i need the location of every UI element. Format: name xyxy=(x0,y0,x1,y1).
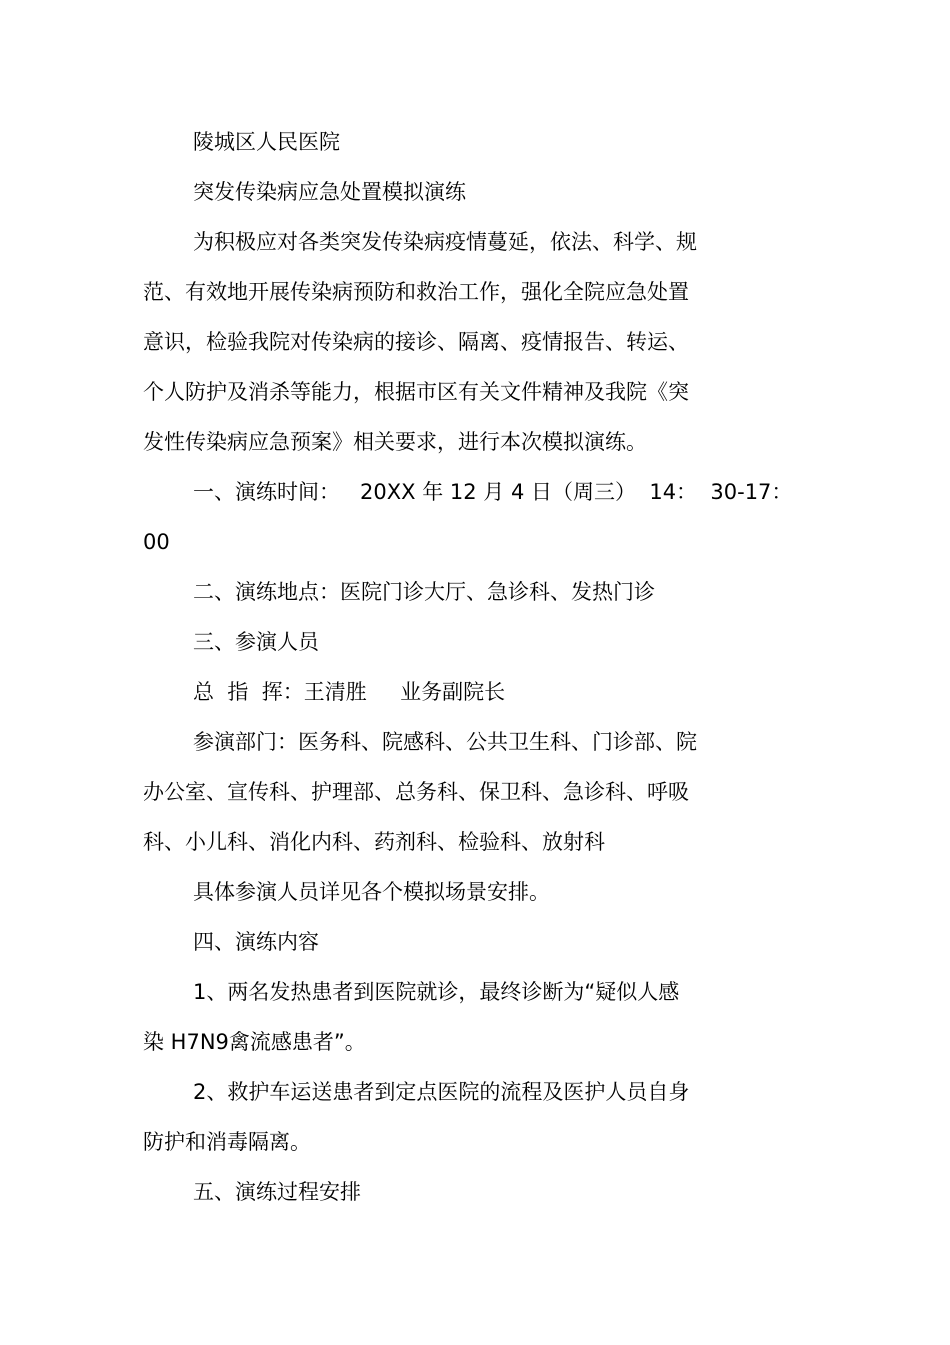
content-item-line: 染 H7N9禽流感患者”。 xyxy=(143,1030,366,1054)
drill-location-line: 二、演练地点：医院门诊大厅、急诊科、发热门诊 xyxy=(193,580,655,604)
participants-note: 具体参演人员详见各个模拟场景安排。 xyxy=(193,880,550,904)
intro-paragraph-line: 范、有效地开展传染病预防和救治工作，强化全院应急处置 xyxy=(143,280,689,304)
content-item-line: 防护和消毒隔离。 xyxy=(143,1130,311,1154)
content-item-line: 1、两名发热患者到医院就诊，最终诊断为“疑似人感 xyxy=(193,980,680,1004)
hospital-name: 陵城区人民医院 xyxy=(193,130,340,154)
section-heading: 三、参演人员 xyxy=(193,630,319,654)
content-item-line: 2、救护车运送患者到定点医院的流程及医护人员自身 xyxy=(193,1080,690,1104)
intro-paragraph-line: 为积极应对各类突发传染病疫情蔓延，依法、科学、规 xyxy=(193,230,697,254)
document-title: 突发传染病应急处置模拟演练 xyxy=(193,180,466,204)
section-heading: 四、演练内容 xyxy=(193,930,319,954)
intro-paragraph-line: 个人防护及消杀等能力，根据市区有关文件精神及我院《突 xyxy=(143,380,689,404)
intro-paragraph-line: 意识，检验我院对传染病的接诊、隔离、疫情报告、转运、 xyxy=(143,330,689,354)
section-heading: 五、演练过程安排 xyxy=(193,1180,361,1204)
drill-time-line: 一、演练时间： 20XX 年 12 月 4 日（周三） 14： 30-17： xyxy=(193,480,793,504)
departments-paragraph-line: 参演部门：医务科、院感科、公共卫生科、门诊部、院 xyxy=(193,730,697,754)
drill-time-line: 00 xyxy=(143,530,170,554)
intro-paragraph-line: 发性传染病应急预案》相关要求，进行本次模拟演练。 xyxy=(143,430,647,454)
departments-paragraph-line: 科、小儿科、消化内科、药剂科、检验科、放射科 xyxy=(143,830,605,854)
departments-paragraph-line: 办公室、宣传科、护理部、总务科、保卫科、急诊科、呼吸 xyxy=(143,780,689,804)
commander-line: 总 指 挥：王清胜 业务副院长 xyxy=(193,680,506,704)
